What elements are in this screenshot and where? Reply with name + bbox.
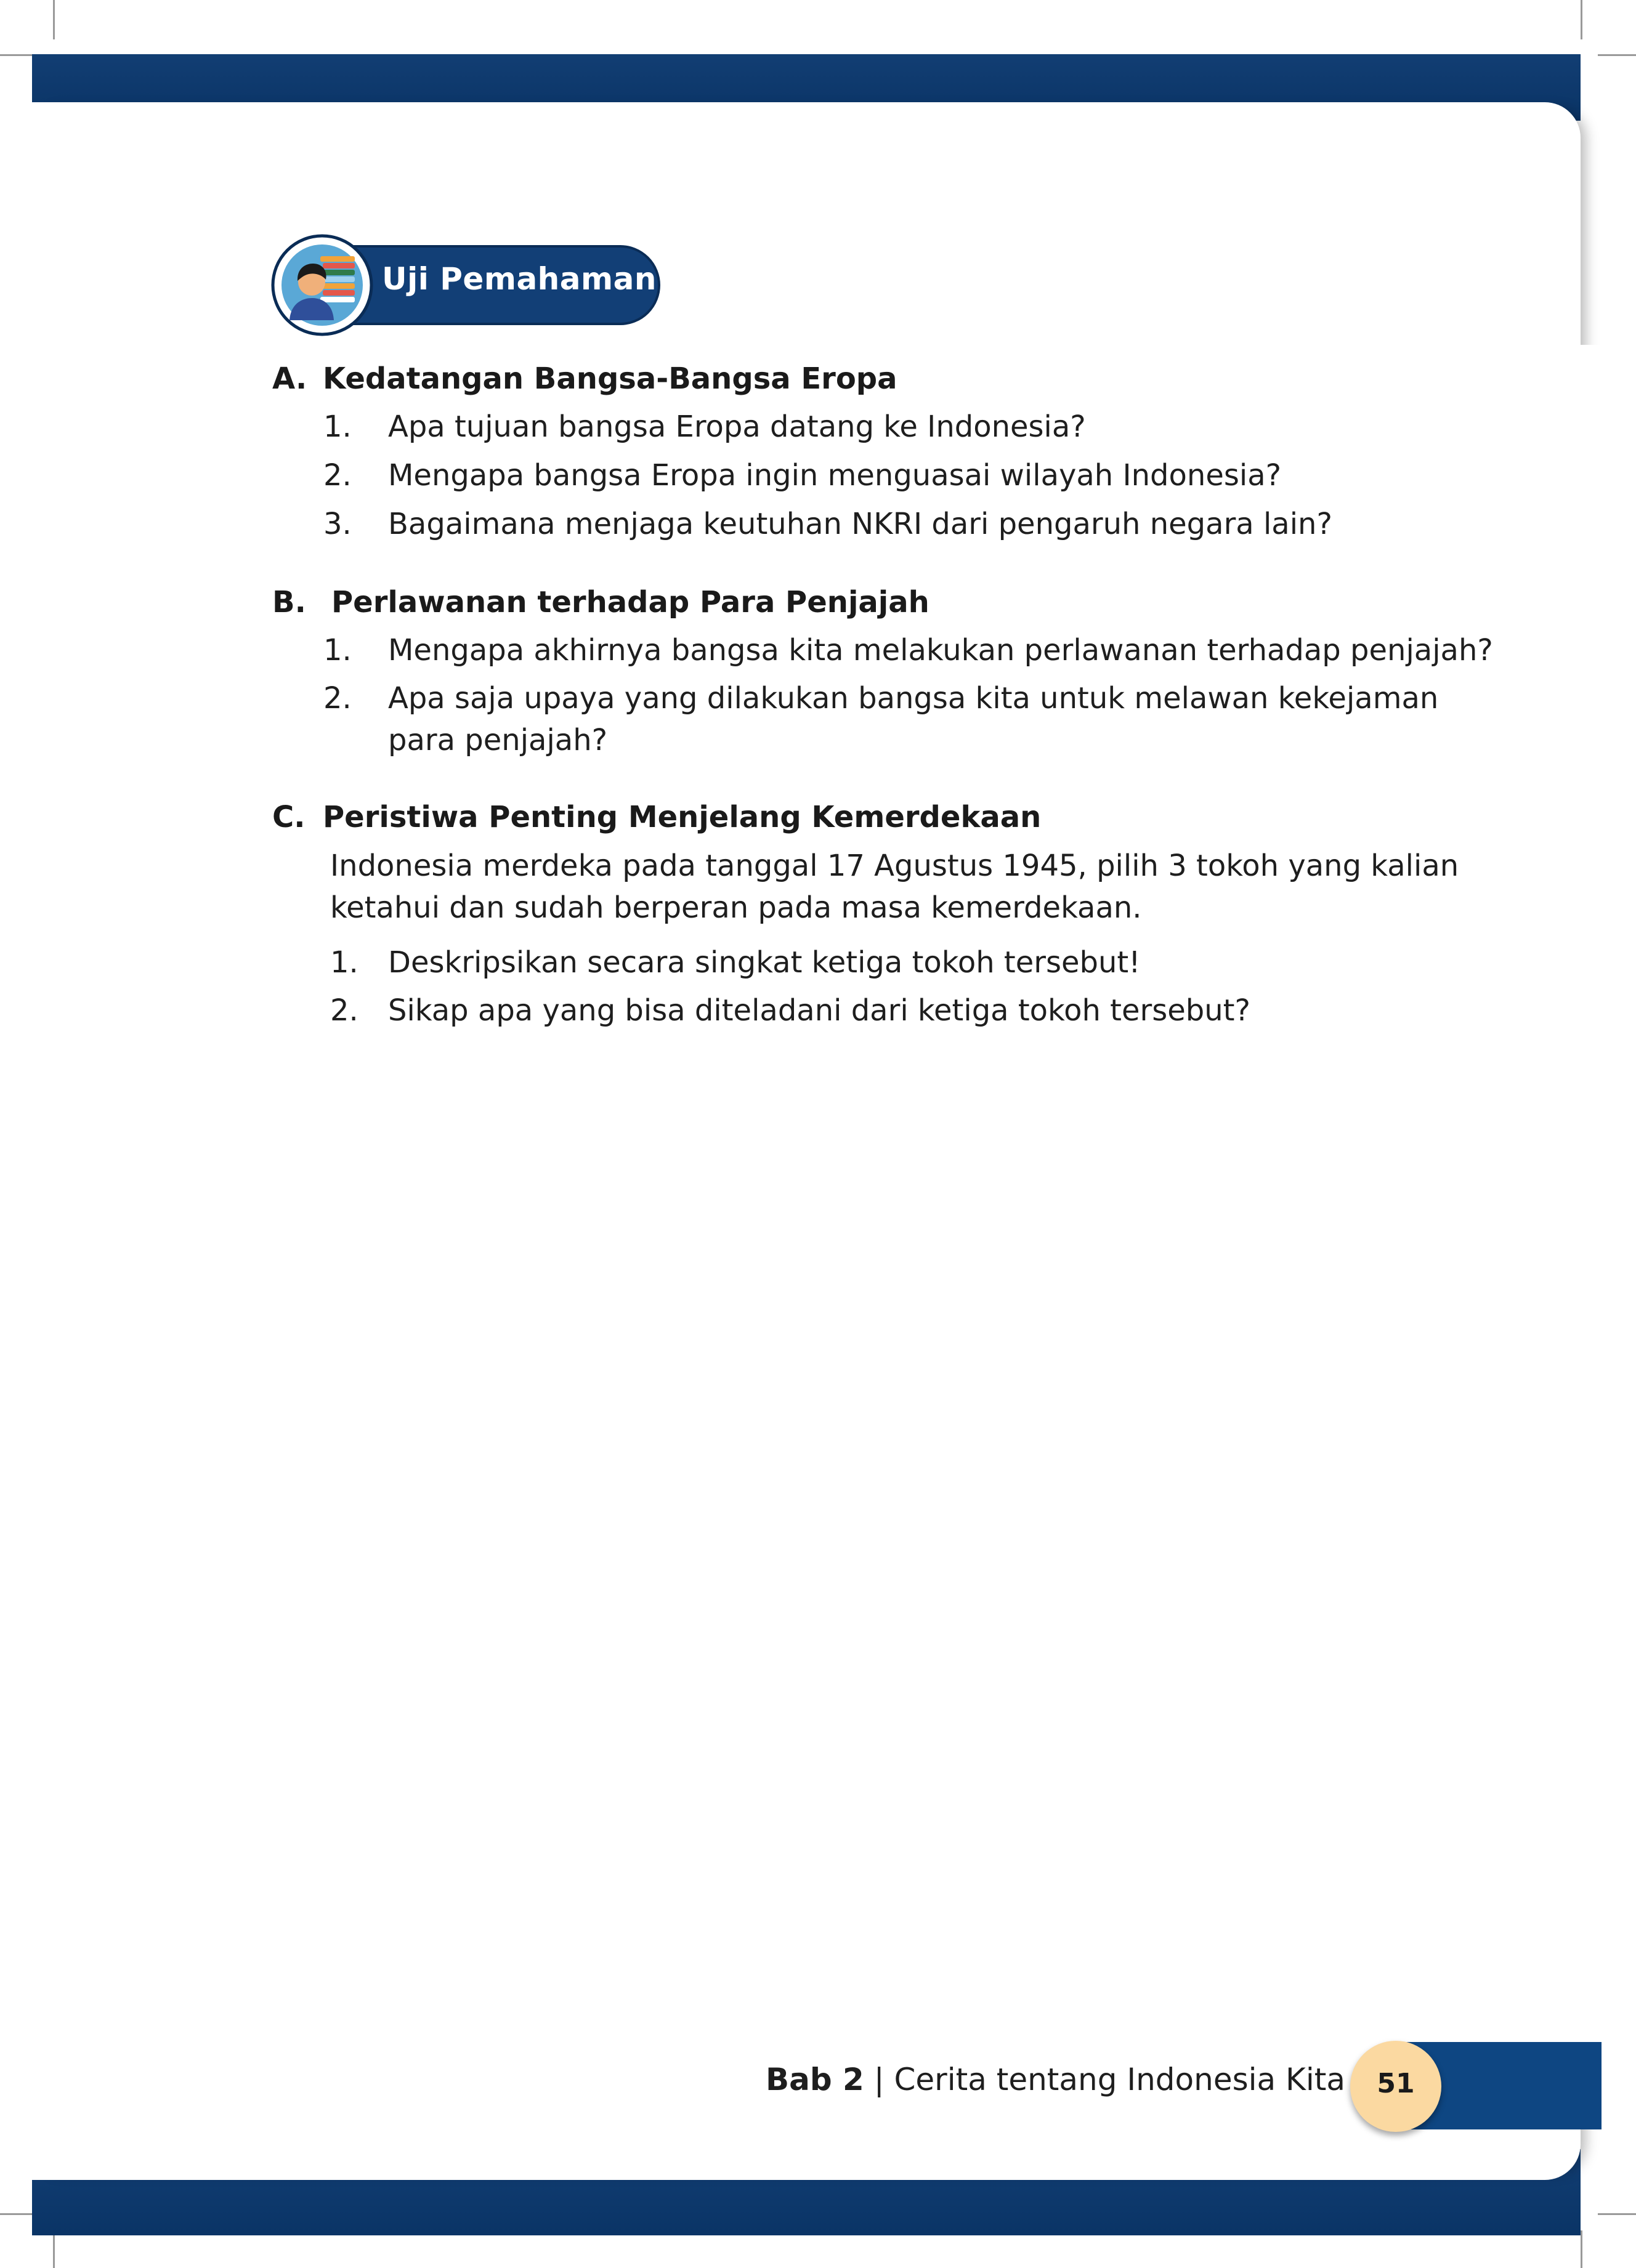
footer-separator: |: [864, 2062, 894, 2097]
crop-mark: [53, 0, 55, 39]
question-number: 1.: [330, 945, 358, 980]
question-text: Sikap apa yang bisa diteladani dari ketiga tokoh tersebut?: [388, 993, 1250, 1028]
section-c-title: Peristiwa Penting Menjelang Kemerdekaan: [323, 800, 1042, 834]
question-text: Apa tujuan bangsa Eropa datang ke Indonesia?: [388, 410, 1086, 444]
question-text: Mengapa akhirnya bangsa kita melakukan perlawanan terhadap penjajah?: [388, 633, 1493, 668]
crop-mark: [1598, 54, 1636, 56]
running-footer: [766, 2062, 1345, 2097]
question-number: 3.: [323, 507, 352, 541]
page-number: 51: [1377, 2068, 1415, 2099]
crop-mark: [1581, 0, 1582, 39]
badge-title: Uji Pemahaman: [382, 261, 657, 297]
question-text: para penjajah?: [388, 723, 608, 757]
question-number: 2.: [323, 458, 352, 493]
question-text: Bagaimana menjaga keutuhan NKRI dari pengaruh negara lain?: [388, 507, 1332, 541]
question-number: 1.: [323, 410, 352, 444]
question-text: Mengapa bangsa Eropa ingin menguasai wilayah Indonesia?: [388, 458, 1282, 493]
chapter-title: Cerita tentang Indonesia Kita: [894, 2062, 1345, 2097]
crop-mark: [0, 2213, 32, 2215]
section-c-letter: C.: [272, 800, 306, 834]
question-number: 2.: [330, 993, 358, 1028]
section-c-intro: ketahui dan sudah berperan pada masa kemerdekaan.: [330, 890, 1142, 925]
section-c-intro: Indonesia merdeka pada tanggal 17 Agustus 1945, pilih 3 tokoh yang kalian: [330, 849, 1459, 883]
crop-mark: [53, 2230, 55, 2268]
section-b-title: Perlawanan terhadap Para Penjajah: [331, 585, 929, 619]
question-text: Apa saja upaya yang dilakukan bangsa kita untuk melawan kekejaman: [388, 681, 1439, 716]
section-b-letter: B.: [272, 585, 306, 619]
crop-mark: [1581, 2230, 1582, 2268]
crop-mark: [1598, 2213, 1636, 2215]
chapter-label: Bab 2: [766, 2062, 864, 2097]
question-number: 2.: [323, 681, 352, 716]
question-text: Deskripsikan secara singkat ketiga tokoh tersebut!: [388, 945, 1141, 980]
question-number: 1.: [323, 633, 352, 668]
section-a-title: Kedatangan Bangsa-Bangsa Eropa: [323, 361, 897, 396]
student-with-books-icon: [271, 234, 373, 336]
crop-mark: [0, 54, 32, 56]
section-a-letter: A.: [272, 361, 307, 396]
